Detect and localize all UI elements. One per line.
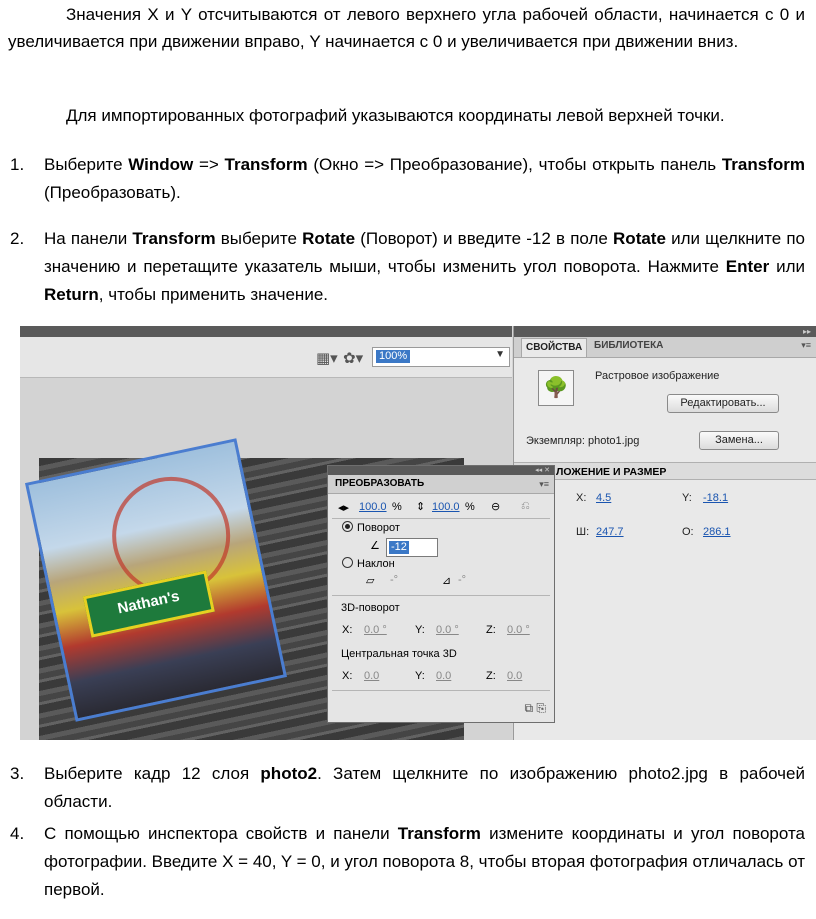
zoom-value: 100%	[376, 350, 410, 363]
step-text: . Затем щелкните по изображению photo2.jpg в рабочей области.	[44, 764, 805, 811]
stage-top-bar	[20, 326, 512, 337]
edit-scene-icon[interactable]: ✿▾	[343, 350, 364, 367]
step-item	[0, 151, 805, 207]
step-text: С помощью инспектора свойств и панели	[44, 824, 398, 843]
width-scale-value[interactable]: 100.0	[359, 501, 387, 513]
rx-label: X:	[342, 624, 353, 636]
step-item	[0, 760, 805, 816]
step-text: (Окно => Преобразование), чтобы открыть панель	[307, 155, 722, 174]
step-bold: Rotate	[613, 229, 666, 248]
step-text: , чтобы применить значение.	[98, 285, 328, 304]
reset-icon[interactable]: ⎌	[521, 500, 530, 512]
swap-button[interactable]: Замена...	[699, 431, 779, 450]
panel-menu-icon[interactable]: ▾≡	[801, 340, 811, 350]
step-text: или	[769, 257, 805, 276]
cx-value[interactable]: 0.0	[364, 670, 380, 682]
constrain-link-icon[interactable]: ⊖	[491, 501, 501, 513]
cz-value[interactable]: 0.0	[507, 670, 523, 682]
angle-icon: ∠	[370, 540, 380, 552]
step-text: (Преобразовать).	[44, 183, 181, 202]
flash-screenshot	[20, 326, 816, 740]
ry-value[interactable]: 0.0 °	[436, 624, 459, 636]
height-scale-value[interactable]: 100.0	[432, 501, 460, 513]
step-text: измените координаты и угол поворота фотографии. Введите X = 40, Y = 0, и угол поворота 8, чтобы вторая фотография отличалась от первой.	[44, 824, 805, 899]
ry-label: Y:	[415, 624, 425, 636]
zoom-select[interactable]	[372, 347, 510, 367]
duplicate-transform-icon[interactable]: ⧉	[524, 701, 534, 715]
skew-v-value[interactable]: -°	[458, 574, 467, 586]
step-text: Выберите кадр 12 слоя	[44, 764, 261, 783]
skew-h-value[interactable]: -°	[390, 574, 399, 586]
y-value[interactable]: -18.1	[703, 492, 729, 504]
panel-menu-icon[interactable]: ▾≡	[539, 479, 549, 489]
transform-footer	[524, 701, 546, 716]
width-arrows-icon: ◂▸	[338, 502, 350, 514]
rotate-value: -12	[391, 541, 407, 553]
step-bold: Rotate	[302, 229, 356, 248]
rx-value[interactable]: 0.0 °	[364, 624, 387, 636]
step-text: или щелкните по значению и перетащите указатель мыши, чтобы изменить угол поворота. Нажмите	[44, 229, 805, 276]
instance-label: Экземпляр: photo1.jpg	[526, 435, 640, 447]
cy-label: Y:	[415, 670, 425, 682]
step-number: 2.	[10, 229, 25, 248]
object-type-label: Растровое изображение	[595, 370, 720, 382]
skew-vertical-icon: ⊿	[442, 575, 452, 587]
rotate-label: Поворот	[357, 522, 400, 534]
remove-transform-icon[interactable]: ⎘	[536, 701, 546, 715]
transform-header	[328, 475, 554, 494]
step-bold: Transform	[721, 155, 805, 174]
cz-label: Z:	[486, 670, 496, 682]
step-number: 4.	[10, 824, 25, 843]
y-label: Y:	[682, 492, 692, 504]
transform-title: ПРЕОБРАЗОВАТЬ	[335, 478, 425, 489]
rotation3d-title: 3D-поворот	[341, 602, 400, 614]
step-bold: photo2	[260, 764, 318, 783]
step-bold: Enter	[725, 257, 770, 276]
step-item	[0, 820, 805, 904]
step-number: 3.	[10, 764, 25, 783]
skew-label: Наклон	[357, 558, 395, 570]
height-arrows-icon: ⇕	[416, 501, 426, 513]
panel-collapse-bar[interactable]: ▸▸	[514, 326, 816, 337]
step-bold: Transform	[224, 155, 308, 174]
steps-list-b	[0, 760, 805, 904]
step-text: (Поворот) и введите -12 в поле	[355, 229, 614, 248]
cx-label: X:	[342, 670, 353, 682]
edit-button[interactable]: Редактировать...	[667, 394, 779, 413]
x-value[interactable]: 4.5	[596, 492, 612, 504]
h-label: О:	[682, 526, 694, 538]
transform-collapse-bar[interactable]: ◂◂ ✕	[328, 466, 554, 475]
height-percent: %	[465, 501, 475, 513]
skew-horizontal-icon: ▱	[366, 575, 375, 587]
properties-panel	[513, 326, 816, 740]
chevron-down-icon: ▼	[495, 349, 505, 360]
x-label: X:	[576, 492, 587, 504]
rotate-radio[interactable]	[342, 521, 400, 534]
step-text: На панели	[44, 229, 133, 248]
step-bold: Window	[128, 155, 194, 174]
transform-panel	[327, 465, 555, 723]
tab-library[interactable]: БИБЛИОТЕКА	[594, 340, 664, 351]
step-text: выберите	[215, 229, 303, 248]
rotate-input[interactable]	[386, 538, 438, 557]
step-bold: Transform	[132, 229, 216, 248]
step-item	[0, 225, 805, 309]
separator	[332, 595, 550, 596]
steps-list-a	[0, 151, 805, 309]
w-label: Ш:	[576, 526, 590, 538]
skew-radio[interactable]	[342, 557, 395, 570]
center3d-title: Центральная точка 3D	[341, 648, 457, 660]
intro-paragraph: Значения X и Y отсчитываются от левого верхнего угла рабочей области, начинается с 0 и увеличивается при движении вправо, Y начинается с 0 и увеличивается при движении вниз.	[8, 5, 805, 51]
note-paragraph: Для импортированных фотографий указываются координаты левой верхней точки.	[66, 106, 725, 125]
step-bold: Transform	[397, 824, 481, 843]
tab-properties[interactable]: СВОЙСТВА	[521, 338, 587, 357]
h-value[interactable]: 286.1	[703, 526, 731, 538]
photo-sign: Nathan's	[83, 570, 215, 637]
step-text: =>	[193, 155, 225, 174]
separator	[332, 690, 550, 691]
edit-symbols-icon[interactable]: ▦▾	[316, 350, 338, 367]
bitmap-symbol-icon: 🌳	[538, 370, 574, 406]
panel-tabs	[514, 337, 816, 358]
w-value[interactable]: 247.7	[596, 526, 624, 538]
cy-value[interactable]: 0.0	[436, 670, 452, 682]
step-bold: Return	[44, 285, 99, 304]
width-percent: %	[392, 501, 402, 513]
rz-value[interactable]: 0.0 °	[507, 624, 530, 636]
separator	[332, 518, 550, 519]
stage-toolbar	[20, 337, 512, 378]
step-number: 1.	[10, 155, 25, 174]
rz-label: Z:	[486, 624, 496, 636]
step-text: Выберите	[44, 155, 129, 174]
position-size-header[interactable]: ЛОЖЕНИЕ И РАЗМЕР	[514, 462, 816, 480]
